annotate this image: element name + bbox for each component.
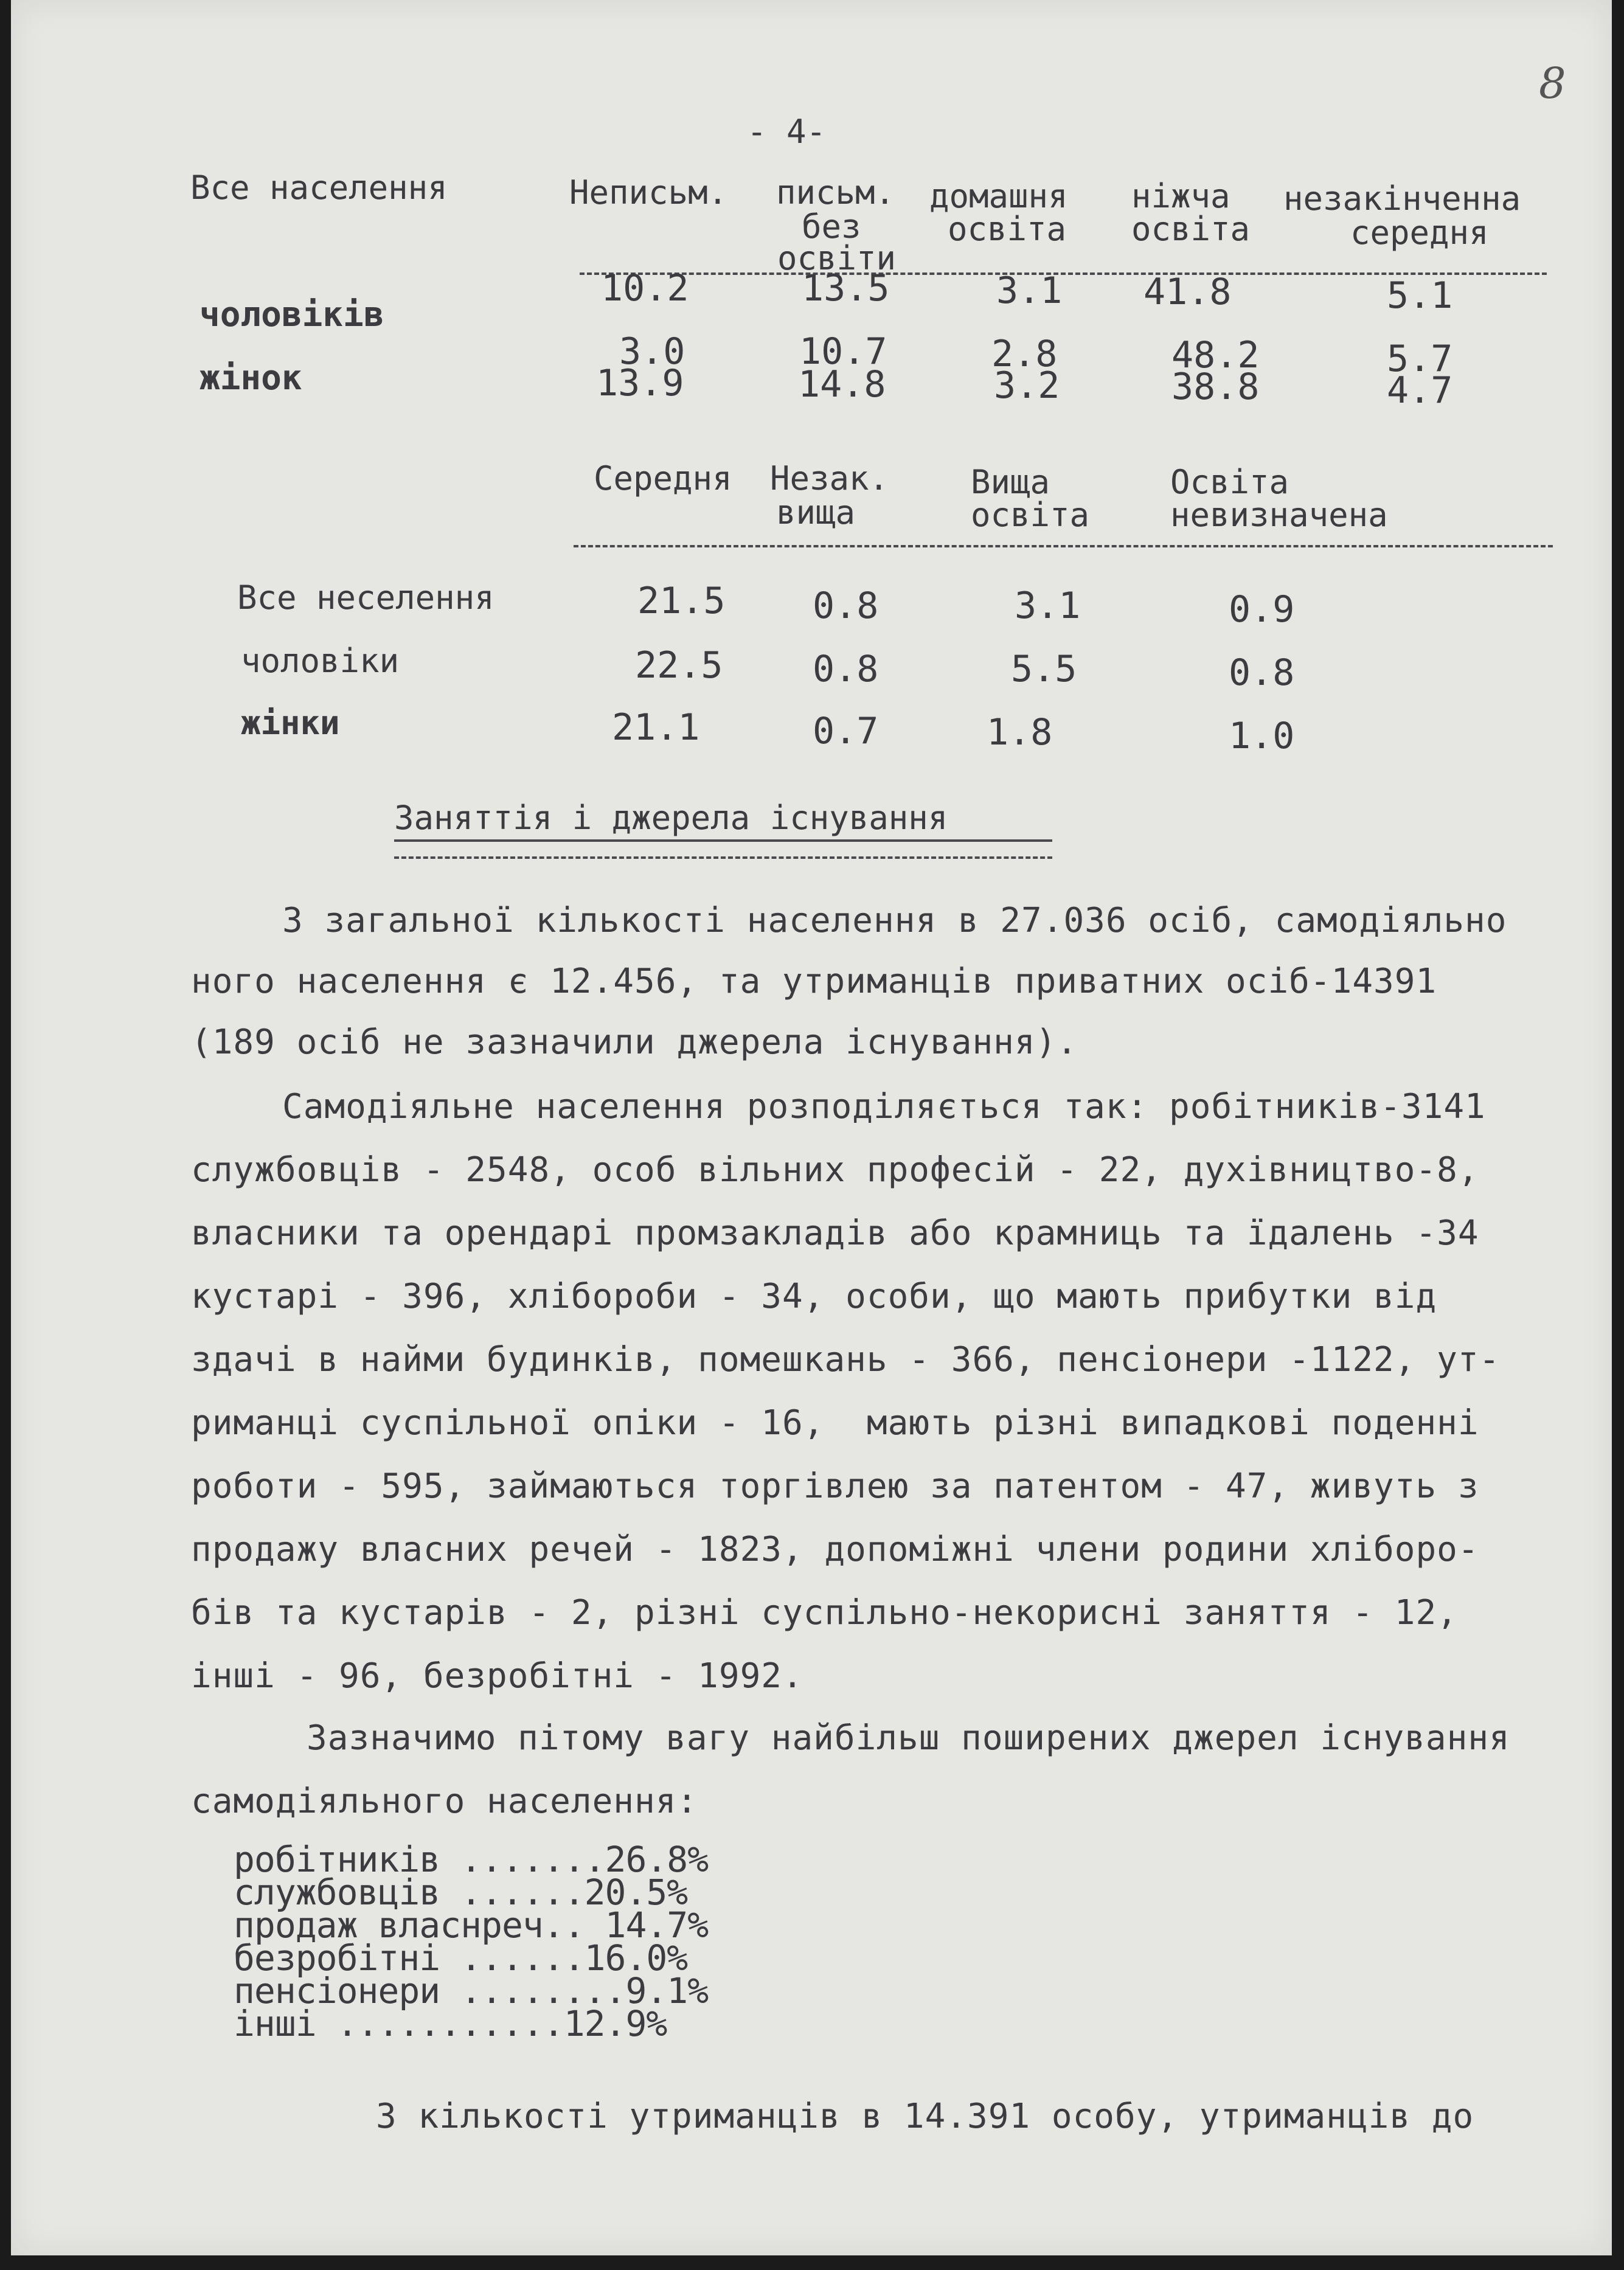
share-value: 20.5% <box>584 1872 688 1913</box>
table2-cell: 5.5 <box>1011 648 1077 690</box>
table1-header-illiterate: Неписьм. <box>569 173 728 212</box>
table1-row-label: Все населення <box>190 168 448 207</box>
share-item <box>234 1937 688 1979</box>
paragraph-line: бів та кустарів - 2, різні суспільно-некорисні заняття - 12, <box>191 1593 1458 1633</box>
share-item <box>234 2003 667 2044</box>
paragraph-line: інші - 96, безробітні - 1992. <box>191 1656 803 1696</box>
table2-header: Незак. <box>770 459 889 498</box>
table2-header: невизначена <box>1170 496 1388 534</box>
paragraph-line: Самодіяльне населення розподіляється так: робітників-3141 <box>282 1087 1486 1126</box>
table1-cell: 3.1 <box>996 269 1063 312</box>
table2-cell: 0.9 <box>1229 588 1295 631</box>
table1-cell: 10.2 <box>601 267 689 310</box>
table2-header: освіта <box>971 496 1090 534</box>
archive-page-number: 8 <box>1539 58 1566 108</box>
paragraph-line: ного населення є 12.456, та утриманців приватних осіб-14391 <box>191 962 1437 1001</box>
table2-cell: 21.5 <box>637 580 726 622</box>
table2-row-label: Все неселення <box>237 578 494 617</box>
share-item <box>234 1839 709 1880</box>
table1-cell: 3.0 <box>619 330 685 373</box>
table1-cell: 10.7 <box>799 330 887 373</box>
share-item <box>234 1904 709 1946</box>
paragraph-line: Зазначимо пітому вагу найбільш поширених джерел існування <box>307 1718 1510 1758</box>
share-value: 9.1% <box>625 1970 709 2011</box>
table1-header-home: освіта <box>948 210 1067 248</box>
section-title: Заняттія і джерела існування <box>394 799 948 837</box>
table2-cell: 22.5 <box>635 644 723 687</box>
share-item <box>234 1970 709 2011</box>
table2-row-label: чоловіки <box>241 642 400 680</box>
table1-cell: 41.8 <box>1143 271 1232 313</box>
paragraph-line: здачі в найми будинків, помешкань - 366, пенсіонери -1122, ут- <box>191 1340 1501 1380</box>
paragraph-line: риманці суспільної опіки - 16, мають різні випадкові поденні <box>191 1403 1479 1443</box>
page-number: - 4- <box>747 113 827 151</box>
table2-header: вища <box>776 493 856 532</box>
table1-row-label: чоловіків <box>200 295 384 335</box>
table1-header-incomplete-secondary: незакінченна <box>1283 179 1521 218</box>
share-value: 16.0% <box>584 1937 688 1979</box>
share-label: пенсіонери ........ <box>234 1970 626 2011</box>
table2-row-label: жінки <box>241 704 340 742</box>
table2-header: Середня <box>594 459 732 498</box>
share-label: робітників ....... <box>234 1839 605 1880</box>
document-page <box>11 0 1612 2255</box>
table1-header-literate: без <box>802 207 861 246</box>
table2-cell: 0.8 <box>813 585 879 627</box>
table2-cell: 0.8 <box>1229 651 1295 694</box>
share-value: 14.7% <box>605 1904 709 1946</box>
share-item <box>234 1872 688 1913</box>
table1-header-lower: ніжча <box>1131 177 1230 215</box>
paragraph-line: З кількості утриманців в 14.391 особу, утриманців до <box>376 2097 1474 2136</box>
table2-cell: 0.8 <box>813 648 879 690</box>
section-title-underline <box>394 839 1052 842</box>
table1-header-literate: освіти <box>777 239 897 277</box>
table1-header-home: домашня <box>929 177 1068 215</box>
table2-cell: 1.8 <box>987 711 1053 754</box>
table1-row-label: жінок <box>200 358 302 398</box>
share-value: 26.8% <box>605 1839 709 1880</box>
table1-header-incomplete-secondary: середня <box>1350 213 1489 252</box>
share-label: безробітні ...... <box>234 1937 585 1979</box>
paragraph-line: кустарі - 396, хлібороби - 34, особи, що мають прибутки від <box>191 1277 1437 1316</box>
table1-cell: 3.2 <box>994 364 1060 407</box>
table2-cell: 3.1 <box>1015 585 1081 627</box>
paragraph-line: З загальної кількості населення в 27.036 осіб, самодіяльно <box>282 901 1507 940</box>
paragraph-line: службовців - 2548, особ вільних професій - 22, духівництво-8, <box>191 1150 1479 1190</box>
table2-header: Освіта <box>1170 463 1289 501</box>
section-title-underline <box>394 856 1052 859</box>
table1-cell: 5.7 <box>1387 338 1453 380</box>
table1-header-literate: письм. <box>776 173 895 212</box>
table1-cell: 13.5 <box>802 267 890 310</box>
share-label: продаж власнреч.. <box>234 1904 605 1946</box>
table1-cell: 38.8 <box>1171 366 1260 408</box>
table2-cell: 1.0 <box>1229 715 1295 757</box>
table1-cell: 48.2 <box>1171 334 1260 377</box>
paragraph-line: продажу власних речей - 1823, допоміжні члени родини хліборо- <box>191 1530 1479 1569</box>
table2-cell: 0.7 <box>813 710 879 752</box>
table2-cell: 21.1 <box>612 706 700 749</box>
paragraph-line: (189 осіб не зазначили джерела існування). <box>191 1022 1078 1062</box>
table1-cell: 5.1 <box>1387 274 1453 317</box>
table1-cell: 14.8 <box>798 363 886 406</box>
table1-header-lower: освіта <box>1131 210 1251 248</box>
share-label: інші ........... <box>234 2003 564 2044</box>
paragraph-line: самодіяльного населення: <box>191 1782 698 1821</box>
share-label: службовців ...... <box>234 1872 585 1913</box>
share-value: 12.9% <box>563 2003 667 2044</box>
table1-cell: 2.8 <box>991 333 1058 375</box>
paragraph-line: власники та орендарі промзакладів або крамниць та їдалень -34 <box>191 1213 1479 1253</box>
table2-header: Вища <box>971 463 1050 501</box>
table1-cell: 13.9 <box>596 362 684 404</box>
paragraph-line: роботи - 595, займаються торгівлею за патентом - 47, живуть з <box>191 1466 1479 1506</box>
table2-divider <box>574 545 1553 547</box>
table1-cell: 4.7 <box>1387 369 1453 412</box>
